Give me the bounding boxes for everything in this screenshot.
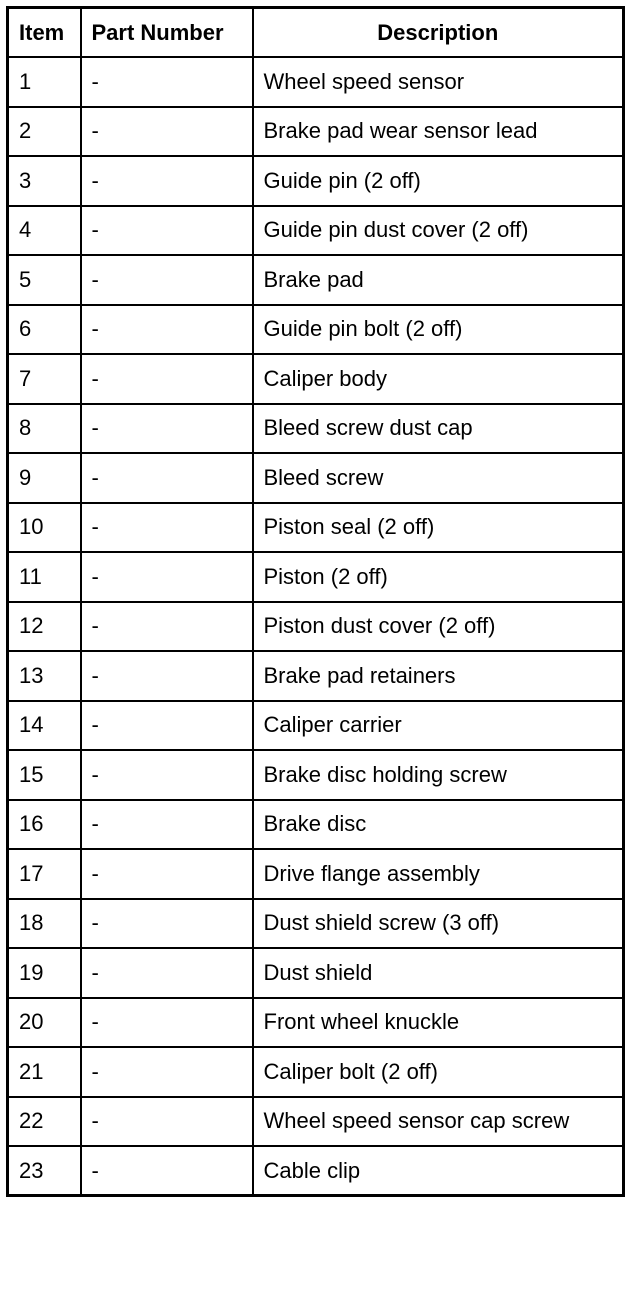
cell-item: 7 [8, 354, 81, 404]
table-row [8, 1047, 624, 1097]
table-row [8, 453, 624, 503]
cell-part-number: - [81, 305, 253, 355]
table-row [8, 404, 624, 454]
table-body [8, 57, 624, 1196]
cell-item: 19 [8, 948, 81, 998]
cell-part-number: - [81, 107, 253, 157]
table-row [8, 1146, 624, 1196]
cell-part-number: - [81, 899, 253, 949]
cell-description: Guide pin dust cover (2 off) [253, 206, 624, 256]
cell-part-number: - [81, 255, 253, 305]
header-part-number: Part Number [81, 8, 253, 58]
cell-item: 17 [8, 849, 81, 899]
cell-item: 14 [8, 701, 81, 751]
cell-item: 23 [8, 1146, 81, 1196]
cell-part-number: - [81, 1097, 253, 1147]
cell-description: Dust shield screw (3 off) [253, 899, 624, 949]
table-row [8, 651, 624, 701]
cell-part-number: - [81, 701, 253, 751]
cell-part-number: - [81, 849, 253, 899]
cell-item: 9 [8, 453, 81, 503]
cell-part-number: - [81, 552, 253, 602]
cell-description: Brake disc [253, 800, 624, 850]
cell-description: Brake pad retainers [253, 651, 624, 701]
cell-item: 20 [8, 998, 81, 1048]
cell-description: Dust shield [253, 948, 624, 998]
table-row [8, 800, 624, 850]
cell-item: 2 [8, 107, 81, 157]
table-row [8, 701, 624, 751]
cell-part-number: - [81, 948, 253, 998]
cell-description: Wheel speed sensor [253, 57, 624, 107]
table-row [8, 305, 624, 355]
cell-item: 18 [8, 899, 81, 949]
cell-description: Cable clip [253, 1146, 624, 1196]
cell-item: 16 [8, 800, 81, 850]
header-description: Description [253, 8, 624, 58]
cell-item: 6 [8, 305, 81, 355]
header-row [8, 8, 624, 58]
cell-part-number: - [81, 453, 253, 503]
table-row [8, 354, 624, 404]
cell-item: 3 [8, 156, 81, 206]
table-row [8, 998, 624, 1048]
cell-part-number: - [81, 156, 253, 206]
cell-description: Piston seal (2 off) [253, 503, 624, 553]
cell-description: Brake pad [253, 255, 624, 305]
table-row [8, 602, 624, 652]
cell-item: 21 [8, 1047, 81, 1097]
cell-part-number: - [81, 503, 253, 553]
cell-item: 1 [8, 57, 81, 107]
cell-item: 22 [8, 1097, 81, 1147]
cell-item: 5 [8, 255, 81, 305]
header-item: Item [8, 8, 81, 58]
cell-description: Bleed screw dust cap [253, 404, 624, 454]
cell-item: 13 [8, 651, 81, 701]
table-row [8, 948, 624, 998]
table-row [8, 849, 624, 899]
cell-part-number: - [81, 998, 253, 1048]
table-header [8, 8, 624, 58]
cell-part-number: - [81, 651, 253, 701]
cell-description: Wheel speed sensor cap screw [253, 1097, 624, 1147]
cell-part-number: - [81, 354, 253, 404]
cell-description: Guide pin bolt (2 off) [253, 305, 624, 355]
cell-description: Caliper carrier [253, 701, 624, 751]
cell-description: Front wheel knuckle [253, 998, 624, 1048]
parts-table [6, 6, 625, 1197]
cell-description: Caliper body [253, 354, 624, 404]
cell-part-number: - [81, 404, 253, 454]
table-row [8, 206, 624, 256]
cell-item: 11 [8, 552, 81, 602]
table-row [8, 57, 624, 107]
table-row [8, 750, 624, 800]
cell-description: Brake pad wear sensor lead [253, 107, 624, 157]
table-row [8, 899, 624, 949]
cell-part-number: - [81, 1047, 253, 1097]
cell-part-number: - [81, 602, 253, 652]
cell-item: 15 [8, 750, 81, 800]
cell-description: Caliper bolt (2 off) [253, 1047, 624, 1097]
cell-part-number: - [81, 1146, 253, 1196]
cell-item: 8 [8, 404, 81, 454]
cell-part-number: - [81, 57, 253, 107]
cell-item: 12 [8, 602, 81, 652]
table-row [8, 255, 624, 305]
cell-description: Piston (2 off) [253, 552, 624, 602]
cell-description: Brake disc holding screw [253, 750, 624, 800]
cell-description: Bleed screw [253, 453, 624, 503]
table-row [8, 1097, 624, 1147]
cell-part-number: - [81, 800, 253, 850]
table-row [8, 552, 624, 602]
cell-part-number: - [81, 206, 253, 256]
cell-part-number: - [81, 750, 253, 800]
cell-item: 10 [8, 503, 81, 553]
cell-description: Drive flange assembly [253, 849, 624, 899]
cell-description: Piston dust cover (2 off) [253, 602, 624, 652]
table-row [8, 503, 624, 553]
table-row [8, 107, 624, 157]
cell-item: 4 [8, 206, 81, 256]
table-row [8, 156, 624, 206]
cell-description: Guide pin (2 off) [253, 156, 624, 206]
